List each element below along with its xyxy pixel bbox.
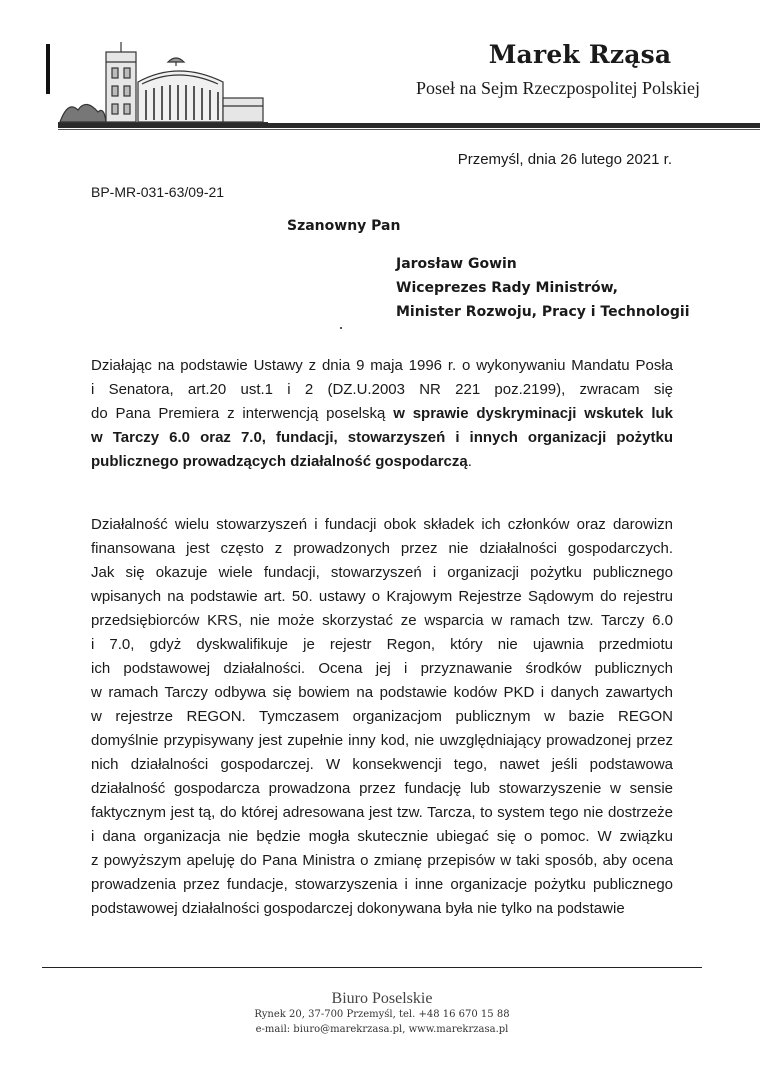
paragraph-line <box>91 378 673 402</box>
paragraph-line: Jak się okazuje wiele fundacji, stowarzyszeń i organizacji pożytku publicznego <box>91 564 673 581</box>
paragraph-line: nich działalności gospodarczej. W konsekwencji tego, nawet jeśli podstawowa <box>91 756 673 773</box>
main-paragraph <box>91 513 673 921</box>
paragraph-line <box>91 426 673 450</box>
paragraph-line: finansowana jest często z prowadzonych przez nie działalności gospodarczych. <box>91 540 673 557</box>
office-contact: e-mail: biuro@marekrzasa.pl, www.marekrzasa.pl <box>255 1024 509 1035</box>
paragraph-line: działalność gospodarcza prowadzona przez fundację lub stowarzyszenie w sensie <box>91 780 673 797</box>
mp-title: Poseł na Sejm Rzeczpospolitej Polskiej <box>416 78 700 98</box>
line-text: Działając na podstawie Ustawy z dnia 9 maja 1996 r. o wykonywaniu Mandatu Posła <box>91 357 673 374</box>
header-rule <box>58 123 760 128</box>
paragraph-line: prowadzenia przez fundacje, stowarzyszenia i inne organizacje pożytku publicznego <box>91 876 673 893</box>
paragraph-line: przedsiębiorców KRS, nie może skorzystać ze wsparcia w ramach tzw. Tarczy 6.0 <box>91 612 673 629</box>
office-address: Rynek 20, 37-700 Przemyśl, tel. +48 16 670 15 88 <box>254 1009 510 1020</box>
intro-paragraph <box>91 354 673 474</box>
line-text: . <box>467 453 472 470</box>
office-name: Biuro Poselskie <box>331 990 433 1007</box>
header-rule-thin <box>58 129 760 130</box>
paragraph-line: w rejestrze REGON. Tymczasem organizacjom publicznym w bazie REGON <box>91 708 673 725</box>
paragraph-line <box>91 450 673 474</box>
paragraph-line: i 7.0, gdyż dyskwalifikuje je rejestr Regon, który nie ujawnia przedmiotu <box>91 636 673 653</box>
mp-name: Marek Rząsa <box>488 40 672 69</box>
recipient-role: Wiceprezes Rady Ministrów, <box>396 280 618 296</box>
paragraph-line <box>91 354 673 378</box>
line-text-bold: publicznego prowadzących działalność gospodarczą <box>91 453 468 470</box>
paragraph-line: w ramach Tarczy odbywa się bowiem na podstawie kodów PKD i danych zawartych <box>91 684 673 701</box>
scan-speck <box>340 327 342 329</box>
paragraph-line: faktycznym jest tą, do której adresowana jest tzw. Tarcza, to system tego nie dostrzeże <box>91 804 673 821</box>
paragraph-line: i dana organizacja nie będzie mogła skutecznie ubiegać się o pomoc. W związku <box>91 828 673 845</box>
paragraph-line: domyślnie przypisywany jest zupełnie inny kod, nie uwzględniający prowadzonej przez <box>91 732 673 749</box>
line-text-bold: w sprawie dyskryminacji wskutek luk <box>393 405 673 422</box>
margin-mark <box>46 44 50 94</box>
date-line: Przemyśl, dnia 26 lutego 2021 r. <box>457 151 672 168</box>
sejm-building-icon <box>58 40 268 130</box>
reference-number: BP-MR-031-63/09-21 <box>91 184 225 200</box>
paragraph-line: z powyższym apeluję do Pana Ministra o zmianę przepisów w taki sposób, aby ocena <box>91 852 673 869</box>
paragraph-line <box>91 402 673 426</box>
recipient-ministry: Minister Rozwoju, Pracy i Technologii <box>396 304 690 320</box>
line-text: do Pana Premiera z interwencją poselską <box>91 405 394 422</box>
paragraph-line: wpisanych na podstawie art. 50. ustawy o Krajowym Rejestrze Sądowym do rejestru <box>91 588 673 605</box>
recipient-name: Jarosław Gowin <box>396 256 517 272</box>
paragraph-line: Działalność wielu stowarzyszeń i fundacji obok składek ich członków oraz darowizn <box>91 516 673 533</box>
paragraph-line: podstawowej działalności gospodarczej dokonywana była nie tylko na podstawie <box>91 900 625 917</box>
footer-rule <box>42 967 702 968</box>
salutation: Szanowny Pan <box>287 218 401 234</box>
paragraph-line: ich podstawowej działalności. Ocena jej i przyznawanie środków publicznych <box>91 660 673 677</box>
line-text-bold: w Tarczy 6.0 oraz 7.0, fundacji, stowarzyszeń i innych organizacji pożytku <box>91 429 673 446</box>
line-text: i Senatora, art.20 ust.1 i 2 (DZ.U.2003 NR 221 poz.2199), zwracam się <box>91 381 673 398</box>
